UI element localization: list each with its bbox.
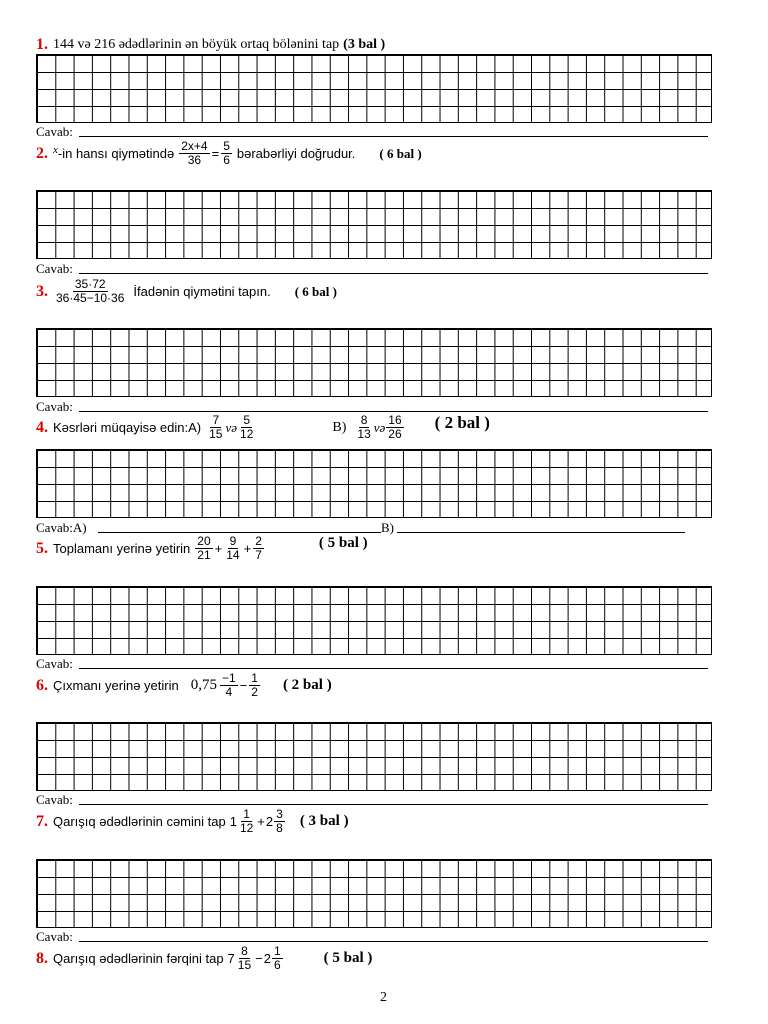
answer-label: Cavab: bbox=[36, 656, 73, 671]
question-3 bbox=[36, 278, 337, 305]
answer-label: Cavab: bbox=[36, 792, 73, 807]
question-number: 8. bbox=[36, 949, 48, 967]
fraction-3: $\frac{2}{7}$ bbox=[255, 534, 262, 562]
minus-sign: − bbox=[255, 951, 263, 966]
minus-sign: − bbox=[239, 678, 248, 693]
answer-line-4a[interactable] bbox=[98, 532, 381, 533]
fraction-right: $\frac{5}{6}$ bbox=[223, 139, 230, 167]
fraction-b1: $\frac{8}{13}$ bbox=[357, 413, 371, 441]
fraction-2: $\frac{3}{8}$ bbox=[276, 807, 283, 835]
fraction-2: $\frac{1}{2}$ bbox=[251, 671, 258, 699]
fraction-1: $\frac{20}{21}$ bbox=[197, 534, 211, 562]
points-label: ( 6 bal ) bbox=[379, 145, 422, 161]
points-label: ( 2 bal ) bbox=[434, 412, 490, 432]
question-text: Toplamanı yerinə yetirin bbox=[53, 541, 191, 556]
fraction-1: $\frac{8}{15}$ bbox=[237, 944, 252, 972]
fraction-a1: $\frac{7}{15}$ bbox=[209, 413, 223, 441]
question-text: Qarışıq ədədlərinin fərqini tap bbox=[53, 951, 224, 966]
question-text: İfadənin qiymətini tapın. bbox=[133, 284, 271, 299]
whole-part: 2 bbox=[265, 814, 274, 829]
plus-sign: + bbox=[257, 814, 265, 829]
points-label: ( 5 bal ) bbox=[323, 950, 373, 966]
answer-label: Cavab: bbox=[36, 124, 73, 139]
points-label: ( 2 bal ) bbox=[282, 677, 332, 693]
question-number: 6. bbox=[36, 676, 48, 694]
question-text: bərabərliyi doğrudur. bbox=[236, 146, 356, 161]
answer-b-label: B) bbox=[381, 520, 394, 535]
question-5 bbox=[36, 535, 368, 562]
answer-a-label: Cavab:A) bbox=[36, 520, 87, 535]
points-label: ( 5 bal ) bbox=[318, 535, 368, 551]
answer-line-7[interactable] bbox=[79, 941, 708, 942]
question-text: -in hansı qiymətində bbox=[57, 146, 175, 161]
whole-part: 7 bbox=[227, 951, 235, 966]
part-b-label: B) bbox=[332, 419, 347, 435]
conjunction-ve: və bbox=[225, 419, 238, 435]
question-number: 5. bbox=[36, 539, 48, 557]
question-number: 1. bbox=[36, 36, 48, 53]
points-label: ( 6 bal ) bbox=[294, 283, 337, 299]
question-2 bbox=[36, 140, 422, 167]
answer-line-1[interactable] bbox=[79, 136, 708, 137]
question-6 bbox=[36, 672, 332, 699]
question-1 bbox=[36, 36, 385, 54]
question-number: 4. bbox=[36, 418, 48, 436]
whole-part: 2 bbox=[263, 951, 271, 966]
points-label: (3 bal ) bbox=[343, 37, 386, 52]
page-number: 2 bbox=[380, 990, 387, 1005]
equals-sign: = bbox=[211, 146, 220, 161]
fraction-a2: $\frac{5}{12}$ bbox=[240, 413, 254, 441]
answer-label: Cavab: bbox=[36, 261, 73, 276]
question-number: 3. bbox=[36, 282, 48, 300]
answer-line-6[interactable] bbox=[79, 804, 708, 805]
question-8 bbox=[36, 945, 372, 972]
question-text: Kəsrləri müqayisə edin:A) bbox=[53, 420, 202, 435]
conjunction-ve: və bbox=[373, 419, 386, 435]
decimal-value: 0,75 bbox=[190, 677, 217, 693]
answer-label: Cavab: bbox=[36, 399, 73, 414]
fraction-2: $\frac{9}{14}$ bbox=[226, 534, 240, 562]
plus-sign: + bbox=[214, 541, 223, 556]
question-text: 144 və 216 ədədlərinin ən böyük ortaq bölənini tap bbox=[53, 37, 340, 52]
answer-line-4b[interactable] bbox=[397, 532, 685, 533]
answer-grid-6[interactable] bbox=[36, 722, 712, 791]
answer-line-5[interactable] bbox=[79, 668, 708, 669]
fraction-1: $\frac{1}{12}$ bbox=[239, 807, 254, 835]
answer-grid-5[interactable] bbox=[36, 586, 712, 655]
question-7 bbox=[36, 808, 349, 835]
whole-part: 1 bbox=[229, 814, 237, 829]
answer-grid-3[interactable] bbox=[36, 328, 712, 397]
plus-sign: + bbox=[243, 541, 252, 556]
variable-x: x bbox=[53, 143, 58, 156]
fraction-1: $\frac{-1}{4}$ bbox=[221, 671, 236, 699]
fraction-left: $\frac{2x+4}{36}$ bbox=[181, 139, 208, 167]
answer-line-2[interactable] bbox=[79, 273, 708, 274]
question-4 bbox=[36, 414, 490, 441]
answer-line-3[interactable] bbox=[79, 411, 708, 412]
fraction-2: $\frac{1}{6}$ bbox=[273, 944, 281, 972]
answer-label: Cavab: bbox=[36, 929, 73, 944]
fraction-b2: $\frac{16}{26}$ bbox=[388, 413, 402, 441]
points-label: ( 3 bal ) bbox=[299, 813, 349, 829]
answer-grid-2[interactable] bbox=[36, 190, 712, 259]
question-text: Qarışıq ədədlərinin cəmini tap bbox=[53, 814, 226, 829]
answer-grid-1[interactable] bbox=[36, 54, 712, 123]
fraction-expression: $\frac{35\cdot 72}{36\cdot 45-10\cdot 36}$ bbox=[56, 277, 125, 305]
answer-grid-7[interactable] bbox=[36, 859, 712, 928]
question-number: 2. bbox=[36, 144, 48, 162]
question-number: 7. bbox=[36, 812, 48, 830]
question-text: Çıxmanı yerinə yetirin bbox=[53, 678, 179, 693]
answer-grid-4[interactable] bbox=[36, 449, 712, 518]
